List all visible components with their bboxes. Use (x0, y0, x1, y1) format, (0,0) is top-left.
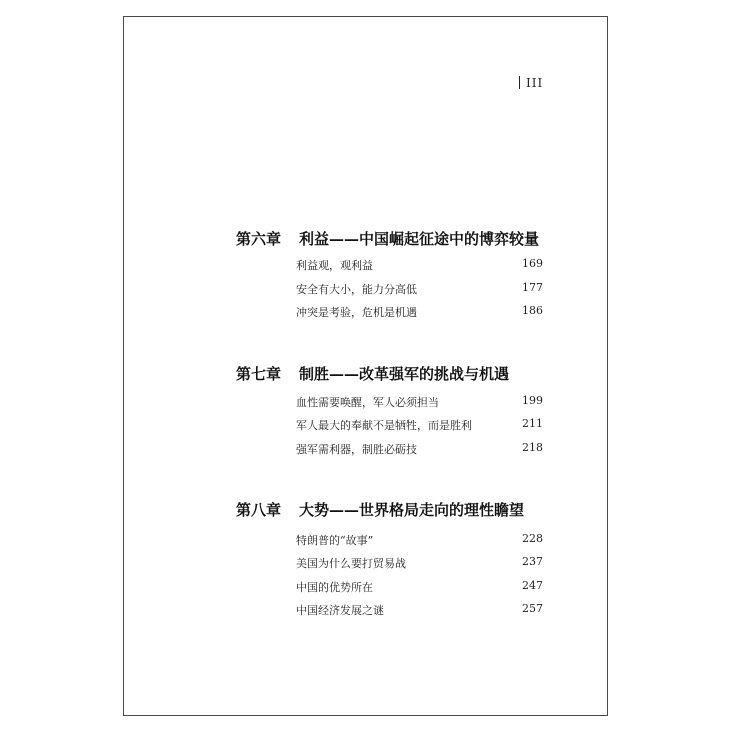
chapter-title: 利益——中国崛起征途中的博弈较量 (299, 230, 540, 248)
chapter-title: 制胜——改革强军的挑战与机遇 (299, 365, 510, 383)
entry-title: 美国为什么要打贸易战 (296, 557, 406, 570)
chapter-title: 大势——世界格局走向的理性瞻望 (299, 501, 525, 519)
toc-entry[interactable] (296, 417, 543, 435)
entry-page: 186 (522, 304, 543, 317)
entry-title: 军人最大的奉献不是牺牲，而是胜利 (296, 419, 472, 432)
chapter-heading-6 (236, 228, 539, 249)
toc-entry[interactable] (296, 257, 543, 275)
chapter-number: 第六章 (236, 230, 282, 248)
entry-page: 228 (522, 532, 543, 545)
page-number-label: III (526, 76, 544, 90)
page-number (519, 76, 543, 90)
folio-divider (519, 76, 520, 89)
entry-title: 冲突是考验，危机是机遇 (296, 306, 417, 319)
toc-entry[interactable] (296, 602, 543, 620)
chapter-number: 第七章 (236, 365, 282, 383)
entry-title: 血性需要唤醒，军人必须担当 (296, 396, 439, 409)
entry-title: 中国的优势所在 (296, 581, 373, 594)
toc-entry[interactable] (296, 579, 543, 597)
chapter-number: 第八章 (236, 501, 282, 519)
entry-page: 169 (522, 257, 543, 270)
entry-title: 特朗普的“故事” (296, 534, 374, 547)
toc-entry[interactable] (296, 532, 543, 550)
toc-entry[interactable] (296, 304, 543, 322)
entry-title: 中国经济发展之谜 (296, 604, 384, 617)
entry-title: 强军需利器，制胜必砺技 (296, 443, 417, 456)
chapter-heading-8 (236, 499, 524, 520)
toc-entry[interactable] (296, 441, 543, 459)
entry-page: 211 (522, 417, 543, 430)
entry-page: 199 (522, 394, 543, 407)
entry-title: 利益观，观利益 (296, 259, 373, 272)
entry-page: 257 (522, 602, 543, 615)
entry-page: 247 (522, 579, 543, 592)
entry-title: 安全有大小，能力分高低 (296, 283, 417, 296)
entry-page: 218 (522, 441, 543, 454)
chapter-heading-7 (236, 363, 509, 384)
toc-entry[interactable] (296, 281, 543, 299)
entry-page: 177 (522, 281, 543, 294)
entry-page: 237 (522, 555, 543, 568)
toc-entry[interactable] (296, 394, 543, 412)
toc-entry[interactable] (296, 555, 543, 573)
